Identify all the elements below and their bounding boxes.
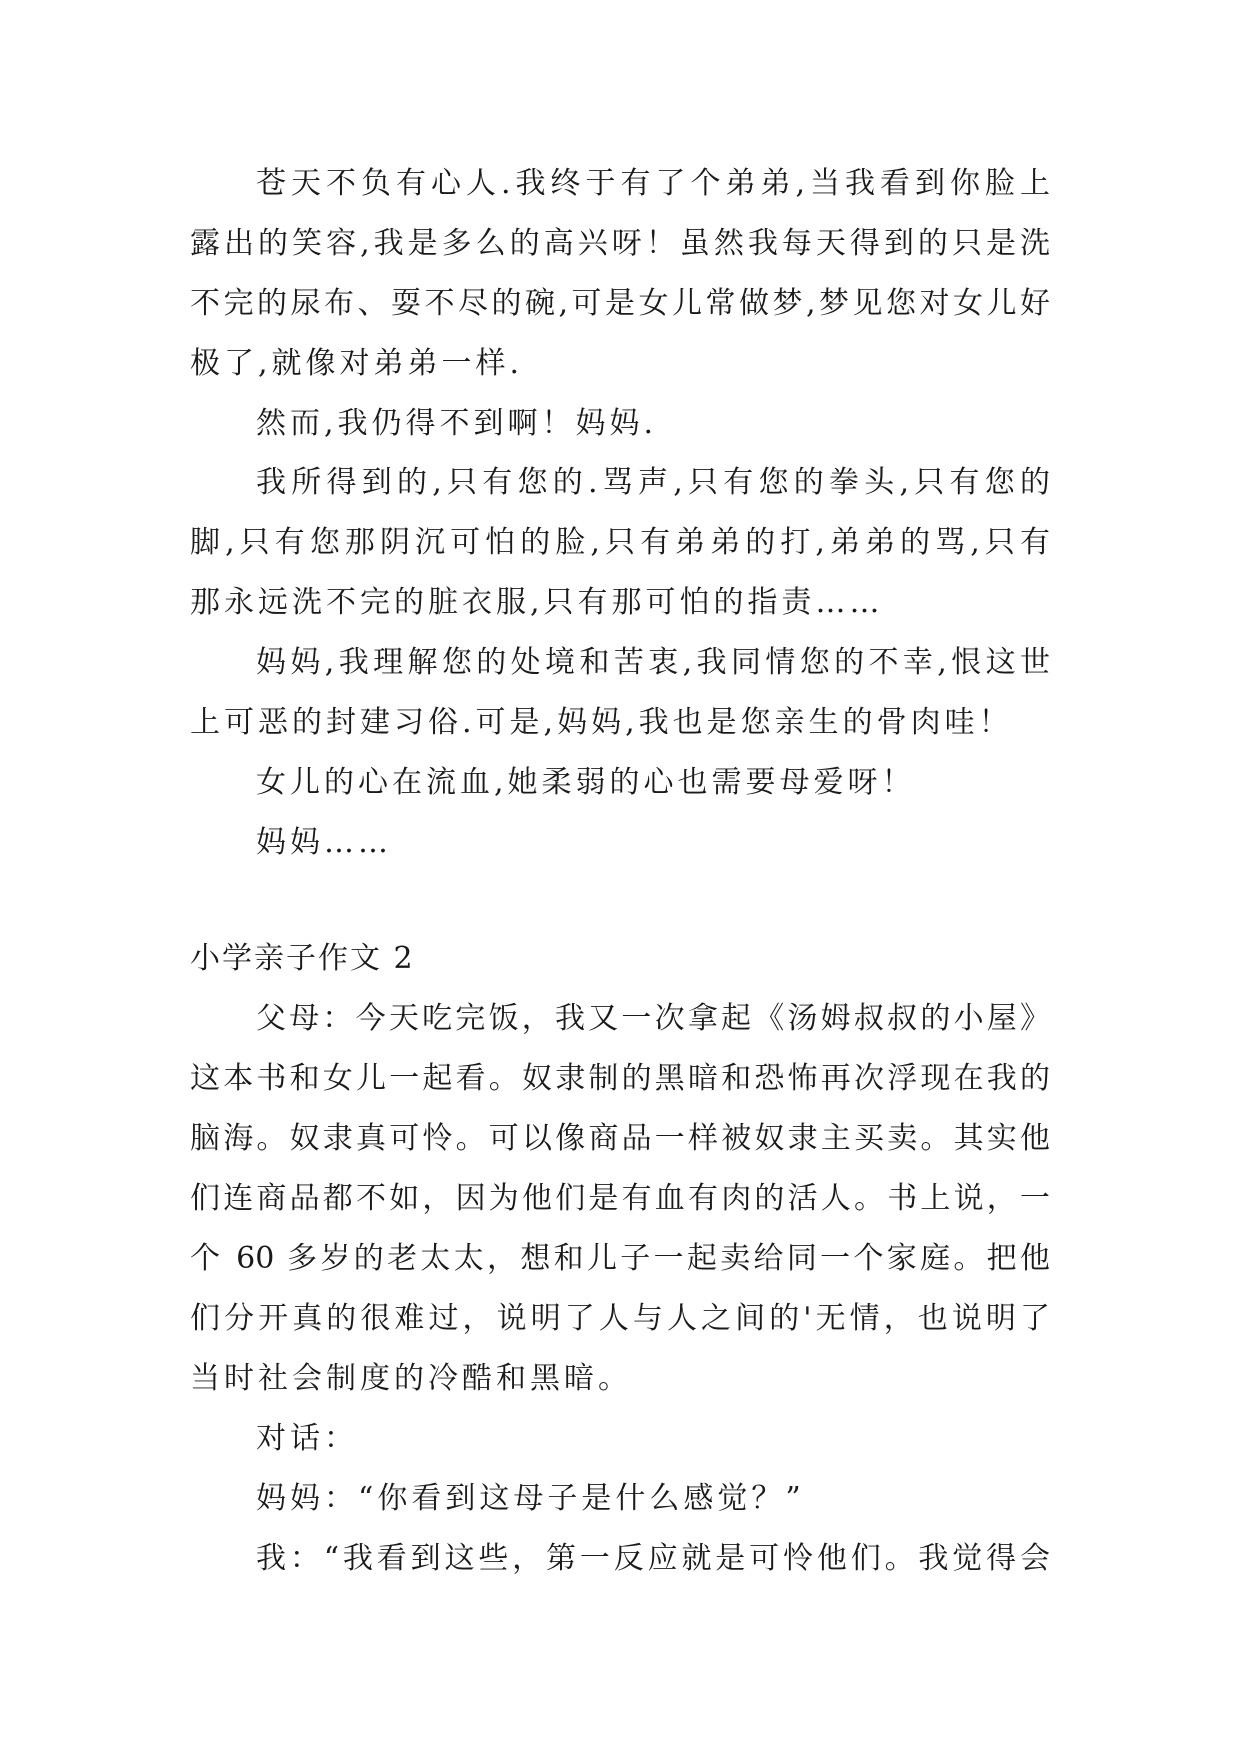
paragraph-line: 妈妈……: [256, 825, 392, 860]
paragraph-line: 苍天不负有心人.我终于有了个弟弟,当我看到你脸上: [256, 166, 1050, 201]
paragraph-line: 妈妈,我理解您的处境和苦衷,我同情您的不幸,恨这世: [256, 645, 1050, 680]
paragraph-line: 女儿的心在流血,她柔弱的心也需要母爱呀！: [256, 765, 916, 800]
paragraph-line: 个 60 多岁的老太太，想和儿子一起卖给同一个家庭。把他: [190, 1241, 1050, 1276]
paragraph-line: 上可恶的封建习俗.可是,妈妈,我也是您亲生的骨肉哇！: [190, 705, 1013, 740]
paragraph-line: 当时社会制度的冷酷和黑暗。: [190, 1361, 632, 1396]
paragraph-line: 脚,只有您那阴沉可怕的脸,只有弟弟的打,弟弟的骂,只有: [190, 525, 1050, 560]
paragraph-line: 那永远洗不完的脏衣服,只有那可怕的指责……: [190, 585, 884, 620]
paragraph-line: 妈妈：“你看到这母子是什么感觉？”: [256, 1481, 805, 1516]
paragraph-line: 我：“我看到这些，第一反应就是可怜他们。我觉得会: [256, 1541, 1050, 1576]
paragraph-line: 极了,就像对弟弟一样.: [190, 346, 524, 381]
paragraph-line: 我所得到的,只有您的.骂声,只有您的拳头,只有您的: [256, 465, 1050, 500]
paragraph-line: 不完的尿布、耍不尽的碗,可是女儿常做梦,梦见您对女儿好: [190, 286, 1050, 321]
paragraph-line: 们分开真的很难过，说明了人与人之间的'无情，也说明了: [190, 1301, 1050, 1336]
paragraph-line: 脑海。奴隶真可怜。可以像商品一样被奴隶主买卖。其实他: [190, 1121, 1050, 1156]
paragraph-line: 然而,我仍得不到啊！妈妈.: [256, 406, 658, 441]
paragraph-line: 对话：: [256, 1421, 358, 1456]
paragraph-line: 露出的笑容,我是多么的高兴呀！虽然我每天得到的只是洗: [190, 226, 1050, 261]
paragraph-line: 这本书和女儿一起看。奴隶制的黑暗和恐怖再次浮现在我的: [190, 1061, 1050, 1096]
paragraph-line: 们连商品都不如，因为他们是有血有肉的活人。书上说，一: [190, 1181, 1050, 1216]
paragraph-line: 父母：今天吃完饭，我又一次拿起《汤姆叔叔的小屋》: [256, 1001, 1050, 1036]
section-title: 小学亲子作文 2: [190, 941, 415, 976]
